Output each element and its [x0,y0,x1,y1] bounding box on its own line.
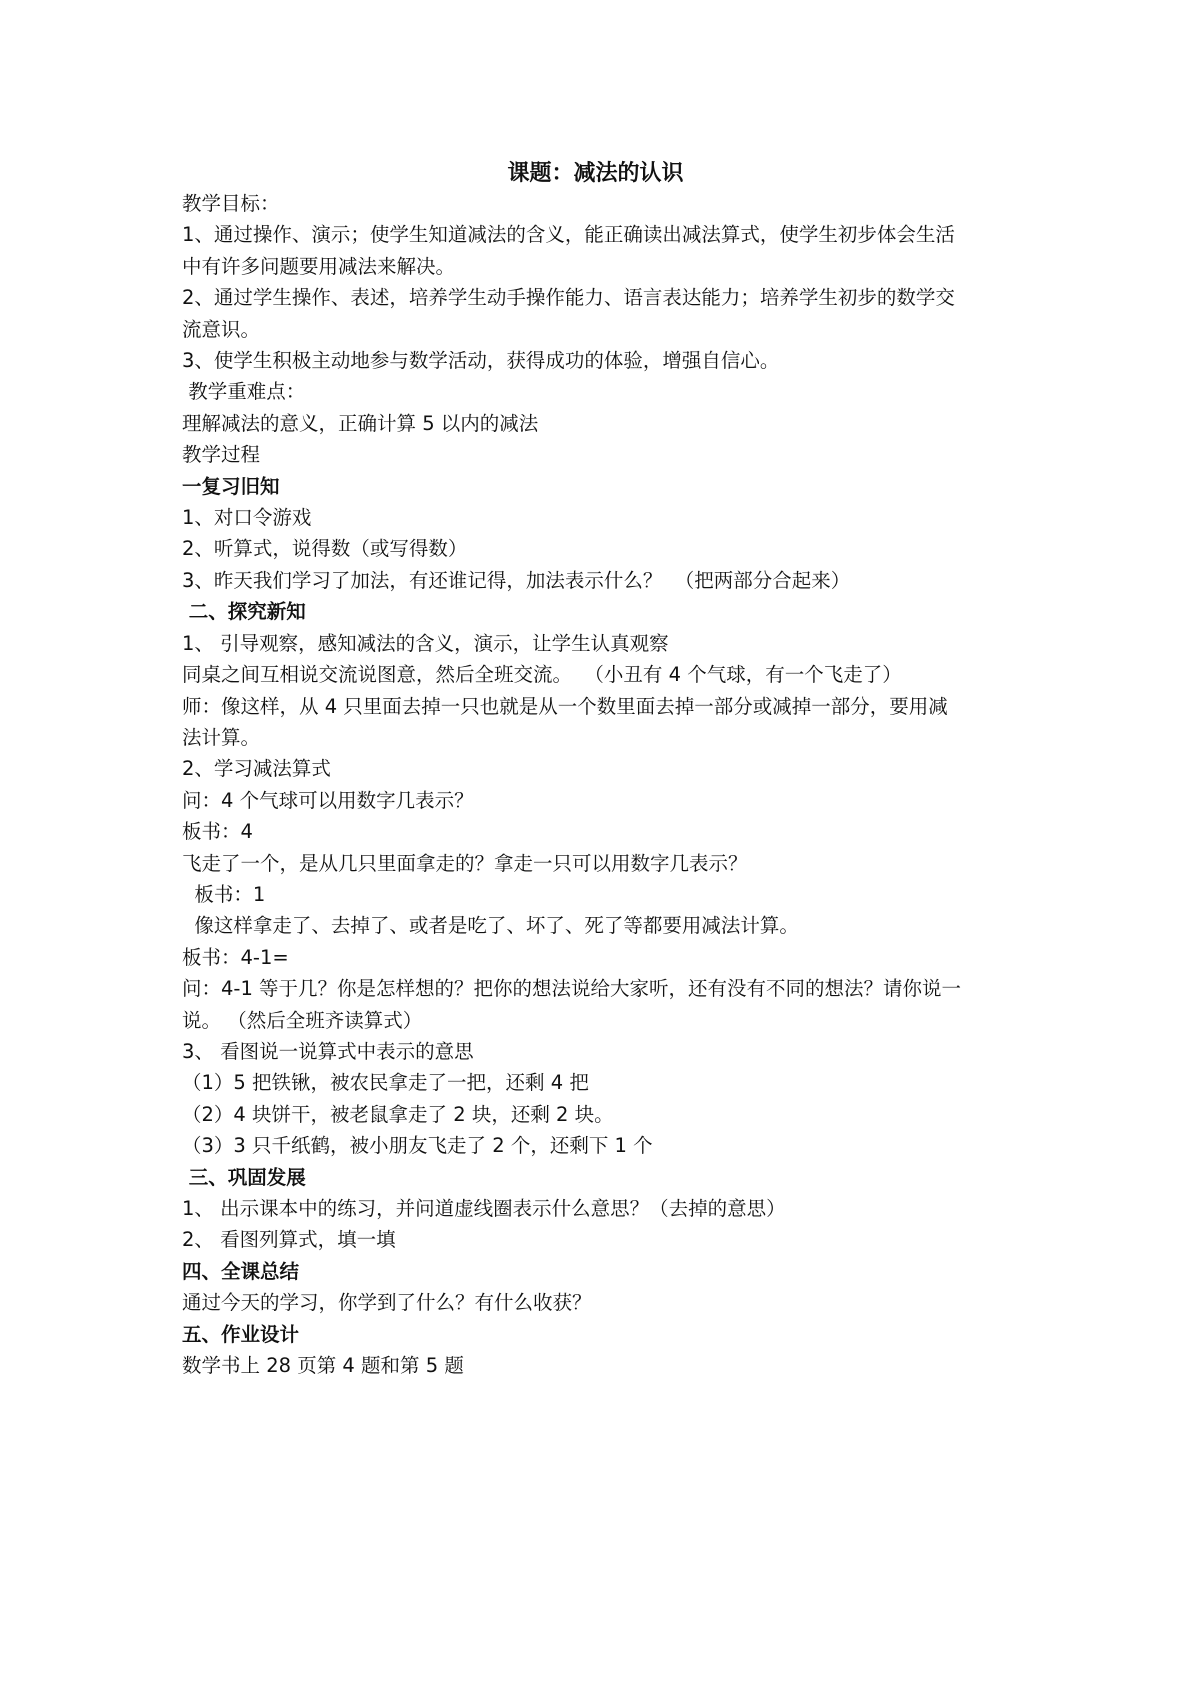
explore-text-5: 板书：4 [182,820,253,844]
example-3: （3）3 只千纸鹤，被小朋友飞走了 2 个，还剩下 1 个 [182,1134,653,1158]
section-summary: 四、全课总结 [182,1259,300,1283]
heading-objectives: 教学目标： [182,192,280,215]
example-2: （2）4 块饼干，被老鼠拿走了 2 块，还剩 2 块。 [182,1102,614,1126]
explore-item-3: 3、 看图说一说算式中表示的意思 [182,1039,474,1063]
heading-key-points: 教学重难点： [182,380,306,404]
section-explore: 二、探究新知 [182,600,306,624]
lesson-body [182,188,1014,1381]
explore-text-4: 问：4 个气球可以用数字几表示？ [182,788,474,812]
review-item-3: 3、昨天我们学习了加法，有还谁记得，加法表示什么？ （把两部分合起来） [182,568,851,592]
explore-item-1: 1、 引导观察，感知减法的含义，演示，让学生认真观察 [182,631,669,655]
heading-process: 教学过程 [182,443,261,467]
objective-3: 3、使学生积极主动地参与数学活动，获得成功的体验，增强自信心。 [182,349,780,373]
explore-text-10: 问：4-1 等于几？你是怎样想的？把你的想法说给大家听，还有没有不同的想法？请你说一 [182,977,962,1001]
explore-text-8: 像这样拿走了、去掉了、或者是吃了、坏了、死了等都要用减法计算。 [182,914,799,938]
objective-1-line-1: 1、通过操作、演示；使学生知道减法的含义，能正确读出减法算式，使学生初步体会生活 [182,223,955,247]
explore-item-2: 2、学习减法算式 [182,757,331,781]
section-review: 一复习旧知 [182,474,280,498]
explore-text-7: 板书：1 [182,882,266,906]
key-points-text: 理解减法的意义，正确计算 5 以内的减法 [182,411,539,435]
section-homework: 五、作业设计 [182,1322,300,1346]
review-item-1: 1、对口令游戏 [182,506,312,530]
homework-text: 数学书上 28 页第 4 题和第 5 题 [182,1354,464,1378]
explore-text-11: 说。 （然后全班齐读算式） [182,1008,423,1032]
explore-text-9: 板书：4-1= [182,945,289,969]
explore-text-6: 飞走了一个，是从几只里面拿走的？拿走一只可以用数字几表示？ [182,851,748,875]
explore-text-2: 师：像这样，从 4 只里面去掉一只也就是从一个数里面去掉一部分或减掉一部分，要用减 [182,694,948,718]
consolidate-item-2: 2、 看图列算式，填一填 [182,1228,396,1252]
review-item-2: 2、听算式，说得数（或写得数） [182,537,468,561]
summary-text: 通过今天的学习，你学到了什么？有什么收获？ [182,1291,592,1315]
section-consolidate: 三、巩固发展 [182,1165,306,1189]
consolidate-item-1: 1、 出示课本中的练习，并问道虚线圈表示什么意思？（去掉的意思） [182,1197,786,1220]
explore-text-3: 法计算。 [182,725,261,749]
lesson-title: 课题：减法的认识 [507,161,684,186]
example-1: （1）5 把铁锹，被农民拿走了一把，还剩 4 把 [182,1071,589,1095]
objective-2-line-1: 2、通过学生操作、表述，培养学生动手操作能力、语言表达能力；培养学生初步的数学交 [182,286,955,310]
objective-1-line-2: 中有许多问题要用减法来解决。 [182,254,456,278]
explore-text-1: 同桌之间互相说交流说图意，然后全班交流。 （小丑有 4 个气球，有一个飞走了） [182,663,902,687]
objective-2-line-2: 流意识。 [182,317,261,341]
